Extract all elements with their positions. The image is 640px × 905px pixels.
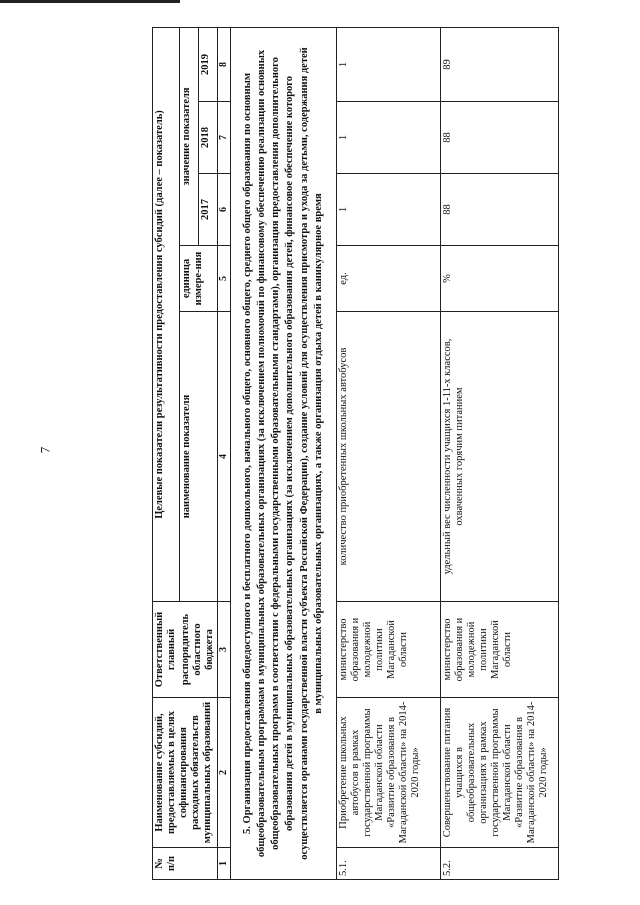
page-number: 7: [37, 446, 53, 454]
header-2018: 2018: [198, 102, 217, 174]
subsidies-table: [152, 27, 559, 880]
row-value-2017: 88: [440, 174, 558, 246]
row-value-2019: 1: [336, 27, 440, 101]
col-number: 1: [218, 848, 231, 880]
header-unit: единица измере-ния: [179, 246, 218, 312]
row-manager: министерство образования и молодежной политики Магаданской области: [336, 602, 440, 698]
header-subsidy-name: Наименование субсидий, предоставляемых в целях софинансирования расходных обязательств муниципальных образований: [153, 698, 218, 848]
top-rule: [0, 0, 180, 3]
table-row: [336, 27, 440, 879]
header-values: значение показателя: [179, 27, 198, 245]
col-number: 5: [218, 246, 231, 312]
column-numbers-row: [218, 27, 231, 879]
row-num: 5.1.: [336, 848, 440, 880]
header-2017: 2017: [198, 174, 217, 246]
col-number: 7: [218, 102, 231, 174]
row-indicator: удельный вес численности учащихся 1-11-х классов, охваченных горячим питанием: [440, 312, 558, 602]
row-value-2018: 88: [440, 102, 558, 174]
row-unit: %: [440, 246, 558, 312]
row-value-2019: 89: [440, 27, 558, 101]
header-indicators: Целевые показатели результативности предоставления субсидий (далее – показатель): [153, 27, 180, 601]
row-subsidy-name: Совершенствование питания учащихся в общеобразовательных организациях в рамках государственной программы Магаданской области «Развитие образования в Магаданской области» на 2014-2020 годы»: [440, 698, 558, 848]
row-manager: министерство образования и молодежной политики Магаданской области: [440, 602, 558, 698]
header-num: № п/п: [153, 848, 218, 880]
col-number: 2: [218, 698, 231, 848]
col-number: 3: [218, 602, 231, 698]
section-row: [230, 27, 336, 879]
col-number: 8: [218, 27, 231, 101]
row-unit: ед.: [336, 246, 440, 312]
row-value-2017: 1: [336, 174, 440, 246]
row-num: 5.2.: [440, 848, 558, 880]
col-number: 4: [218, 312, 231, 602]
col-number: 6: [218, 174, 231, 246]
header-2019: 2019: [198, 27, 217, 101]
row-subsidy-name: Приобретение школьных автобусов в рамках государственной программы Магаданской области «Развитие образования в Магаданской области» на 2014-2020 годы»: [336, 698, 440, 848]
row-indicator: количество приобретенных школьных автобусов: [336, 312, 440, 602]
header-manager-top: Ответственный главный: [153, 602, 180, 698]
header-indicator-name: наименование показателя: [179, 312, 218, 602]
header-manager-sub: распорядитель областного бюджета: [179, 602, 218, 698]
rotated-page-content: [152, 28, 622, 880]
row-value-2018: 1: [336, 102, 440, 174]
section-title: 5. Организация предоставления общедоступного и бесплатного дошкольного, начального общего, основного общего, среднего общего образования по основным общеобразовательным программам в муниципальных образовательных организациях (за исключением полномочий по финансовому обеспечению реализации основных общеобразовательных программ в соответствии с федеральными государственными образовательными стандартами), организация предоставления дополнительного образования детей в муниципальных образовательных организациях (за исключением дополнительного образования детей, финансовое обеспечение которого осуществляется органами государственной власти субъекта Российской Федерации), создание условий для осуществления присмотра и ухода за детьми, содержания детей в муниципальных образовательных организациях, а также организация отдыха детей в каникулярное время: [230, 27, 336, 879]
table-row: [440, 27, 558, 879]
